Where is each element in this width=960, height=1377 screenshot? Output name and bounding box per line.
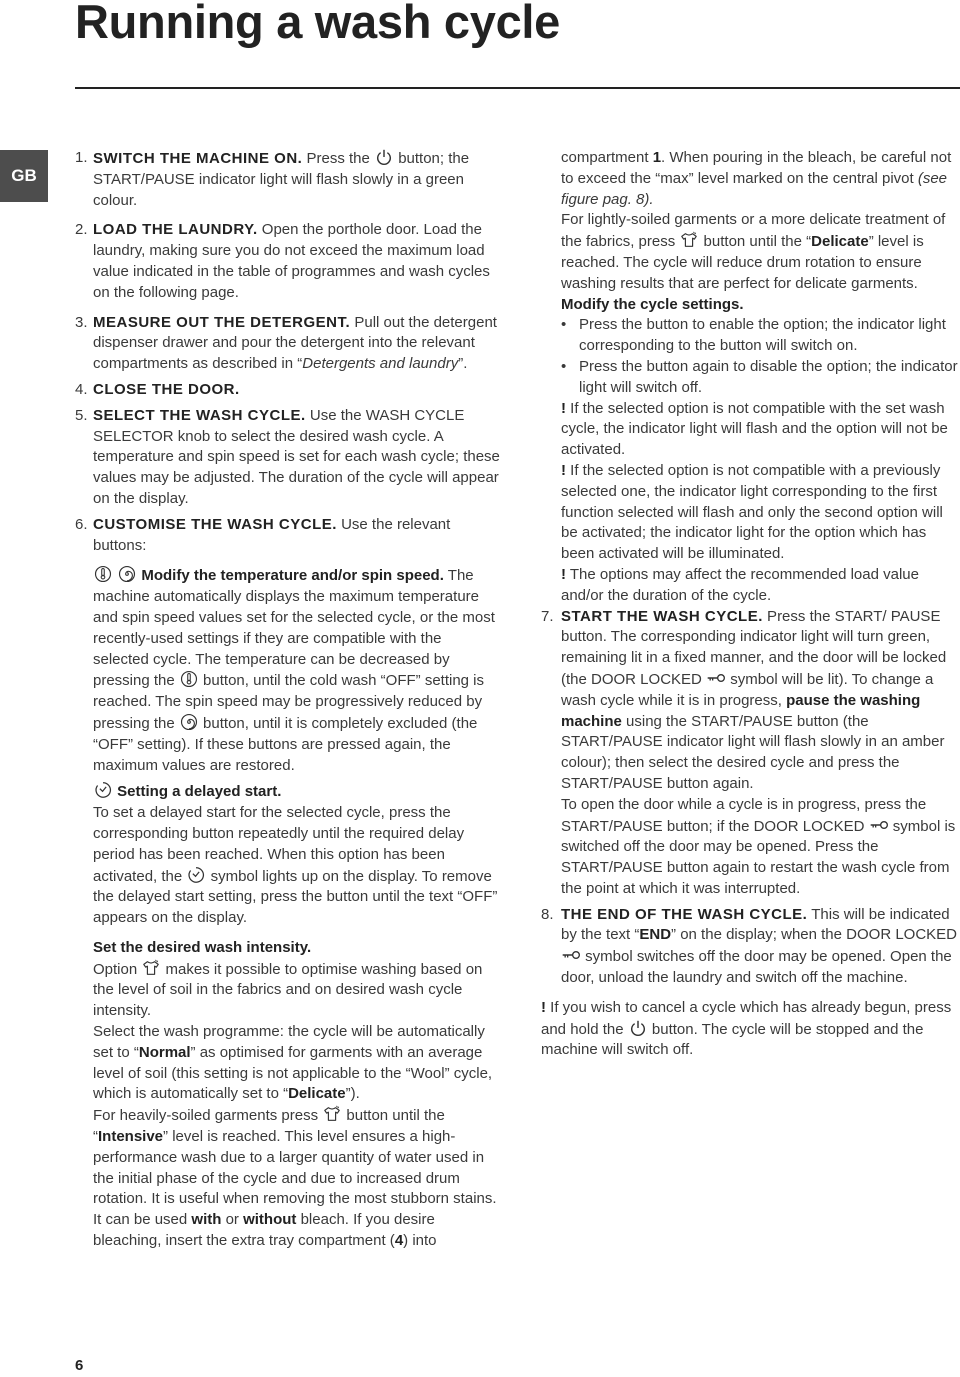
step-text: To open the door while a cycle is in progress, press the START/PAUSE button; if the DOOR LOCKED bbox=[561, 795, 927, 835]
text: . When pouring in the bleach, be careful not to exceed the “max” level marked on the central pivot bbox=[561, 149, 952, 187]
text-bold: Delicate bbox=[288, 1085, 346, 1103]
step-number: 3. bbox=[75, 313, 88, 331]
step-number: 5. bbox=[75, 406, 88, 424]
temperature-spin-section bbox=[75, 565, 500, 776]
text-bold: Delicate bbox=[811, 233, 869, 251]
intensity-paragraph bbox=[93, 959, 500, 1022]
intensity-paragraph bbox=[93, 1105, 500, 1210]
step-customise-cycle bbox=[75, 515, 500, 557]
shirt-icon bbox=[679, 231, 699, 249]
delay-clock-icon bbox=[93, 781, 113, 799]
warning-mark: ! bbox=[561, 565, 566, 583]
spin-icon bbox=[179, 713, 199, 731]
section-text: button, until it is completely excluded (the “OFF” setting). If these buttons are pressed again, the maximum values are restored. bbox=[93, 714, 478, 774]
step-text: This will be indicated by the text “ bbox=[561, 905, 950, 944]
section-text: button, until the cold wash “OFF” setting is reached. The spin speed may be progressively reduced by pressing the bbox=[93, 672, 485, 732]
bullet-text: Press the button again to disable the option; the indicator light will switch off. bbox=[579, 357, 958, 396]
text: ” as optimised for garments with an average level of soil (this setting is not applicable to the “Wool” cycle, which is automatically set to “ bbox=[93, 1043, 493, 1103]
warnings bbox=[541, 399, 960, 607]
paragraph bbox=[561, 148, 960, 210]
text: For lightly-soiled garments or a more delicate treatment of the fabrics, press bbox=[561, 211, 946, 251]
step-heading: MEASURE OUT THE DETERGENT. bbox=[93, 313, 351, 331]
step-number: 1. bbox=[75, 149, 88, 166]
text-italic: (see figure pag. 8). bbox=[561, 169, 948, 208]
text: makes it possible to optimise washing based on the level of soil in the fabrics and on desired wash cycle intensity. bbox=[93, 960, 483, 1020]
cancel-cycle-note bbox=[541, 998, 960, 1061]
thermometer-icon bbox=[179, 670, 199, 688]
step-text: using the START/PAUSE button (the START/PAUSE indicator light will flash slowly in an amber colour); then select the desired cycle and press the START/PAUSE button again. bbox=[561, 712, 945, 792]
power-icon bbox=[628, 1019, 648, 1037]
section-heading: Setting a delayed start. bbox=[113, 783, 282, 801]
text: ) into bbox=[403, 1232, 437, 1250]
key-lock-icon bbox=[869, 816, 889, 834]
text: Select the wash programme: the cycle will be automatically set to “ bbox=[93, 1023, 485, 1061]
page-title: Running a wash cycle bbox=[75, 0, 561, 48]
step-start-cycle bbox=[541, 607, 960, 900]
delay-clock-icon bbox=[186, 866, 206, 884]
text: ” level is reached. This level ensures a high-performance wash due to a larger quantity of water used in the initial phase of the cycle and due to increased drum rotation. It is useful when removing the most stubborn stains. bbox=[93, 1128, 497, 1208]
text: If the selected option is not compatible with a previously selected one, the indicator light corresponding to the first function selected will flash and only the second option will be activated; the indicator light for the option which has been activated will be illuminated. bbox=[561, 461, 943, 563]
text: ”). bbox=[345, 1085, 360, 1103]
warning-paragraph bbox=[561, 461, 960, 565]
section-text bbox=[93, 803, 500, 929]
intensity-paragraph bbox=[93, 1022, 500, 1105]
step-text-bold: pause the washing machine bbox=[561, 691, 921, 730]
step-text: ”. bbox=[458, 355, 468, 373]
delayed-start-section bbox=[75, 781, 500, 929]
text: ” level is reached. The cycle will reduce drum rotation to ensure washing results that are perfect for delicate garments. bbox=[561, 233, 924, 292]
step-text-bold: END bbox=[639, 926, 672, 944]
text-bold: 1 bbox=[652, 149, 662, 166]
text: It can be used bbox=[93, 1211, 192, 1229]
step-text: ” on the display; when the DOOR LOCKED bbox=[671, 926, 958, 944]
wash-intensity-section bbox=[75, 938, 500, 1252]
warning-paragraph bbox=[561, 399, 960, 461]
step-end-cycle bbox=[541, 905, 960, 989]
step-close-door bbox=[75, 380, 500, 401]
step-text: Open the porthole door. Load the laundry, making sure you do not exceed the maximum load value indicated in the table of programmes and wash cycles on the following page. bbox=[93, 221, 490, 301]
text: If the selected option is not compatible with the set wash cycle, the indicator light will flash and the option will not be activated. bbox=[561, 399, 948, 459]
step-heading: SWITCH THE MACHINE ON. bbox=[93, 150, 303, 167]
text: Option bbox=[93, 960, 142, 978]
step-load-laundry bbox=[75, 220, 500, 303]
bullet-dot: • bbox=[561, 357, 567, 375]
warning-paragraph bbox=[561, 565, 960, 607]
step-text: Press the bbox=[302, 150, 375, 167]
step-paragraph bbox=[561, 795, 960, 900]
step-number: 2. bbox=[75, 221, 88, 239]
text: The options may affect the recommended load value and/or the duration of the cycle. bbox=[561, 565, 919, 604]
text: button. The cycle will be stopped and the machine will switch off. bbox=[541, 1020, 924, 1059]
spin-icon bbox=[117, 565, 137, 583]
section-heading: Modify the temperature and/or spin speed. bbox=[137, 567, 444, 585]
section-heading: Set the desired wash intensity. bbox=[93, 938, 312, 956]
step-heading: START THE WASH CYCLE. bbox=[561, 607, 763, 625]
shirt-icon bbox=[322, 1105, 342, 1123]
bullet-item bbox=[541, 315, 960, 357]
step-number: 6. bbox=[75, 515, 88, 533]
text: button until the “ bbox=[699, 233, 812, 251]
step-text: Use the WASH CYCLE SELECTOR knob to select the desired wash cycle. A temperature and spin speed is set for each wash cycle; these values may be adjusted. The duration of the cycle will appear on the display. bbox=[93, 406, 500, 507]
step-text: button; the START/PAUSE indicator light will flash slowly in a green colour. bbox=[93, 150, 470, 209]
warning-mark: ! bbox=[561, 461, 566, 479]
step-text: symbol switches off the door may be opened. Open the door, unload the laundry and switch off the machine. bbox=[561, 948, 952, 987]
title-rule bbox=[75, 87, 960, 89]
step-heading: THE END OF THE WASH CYCLE. bbox=[561, 905, 808, 923]
step-text: Pull out the detergent dispenser drawer and pour the detergent into the relevant compartments as described in “ bbox=[93, 313, 497, 373]
left-column bbox=[75, 148, 500, 1252]
step-heading: LOAD THE LAUNDRY. bbox=[93, 221, 258, 239]
text: or bbox=[221, 1211, 244, 1229]
step-number: 8. bbox=[541, 905, 554, 923]
step-text: Press the START/ PAUSE button. The corresponding indicator light will turn green, remaining lit in a fixed manner, and the door will be locked (the DOOR LOCKED bbox=[561, 607, 947, 688]
warning-mark: ! bbox=[541, 998, 546, 1016]
paragraph bbox=[561, 210, 960, 294]
step-measure-detergent bbox=[75, 313, 500, 375]
step-text-italic: Detergents and laundry bbox=[302, 355, 459, 373]
step-text: symbol is switched off the door may be opened. Press the START/PAUSE button again to restart the wash cycle from the point at which it was interrupted. bbox=[561, 817, 956, 897]
step-heading: CUSTOMISE THE WASH CYCLE. bbox=[93, 515, 337, 533]
step-heading: CLOSE THE DOOR. bbox=[93, 380, 240, 398]
section-text-part: To set a delayed start for the selected cycle, press the corresponding button repeatedly until the required delay period has been reached. When this option has been activated, the bbox=[93, 804, 465, 885]
step-switch-on bbox=[75, 148, 500, 211]
thermometer-icon bbox=[93, 565, 113, 583]
key-lock-icon bbox=[706, 669, 726, 687]
text: button until the “ bbox=[93, 1107, 445, 1146]
right-column bbox=[541, 148, 960, 1061]
text: If you wish to cancel a cycle which has already begun, press and hold the bbox=[541, 998, 952, 1038]
step-number: 4. bbox=[75, 380, 88, 398]
bleach-continuation bbox=[541, 148, 960, 315]
bullet-text: Press the button to enable the option; the indicator light corresponding to the button will switch on. bbox=[579, 316, 946, 355]
intensity-paragraph bbox=[93, 1210, 500, 1252]
language-tab: GB bbox=[0, 150, 48, 202]
step-text: symbol will be lit). To change a wash cycle while it is in progress, bbox=[561, 670, 934, 709]
text-bold: without bbox=[243, 1211, 297, 1229]
text: bleach. If you desire bleaching, insert the extra tray compartment ( bbox=[93, 1211, 435, 1250]
section-heading: Modify the cycle settings. bbox=[561, 295, 744, 313]
page-number: 6 bbox=[75, 1357, 84, 1374]
key-lock-icon bbox=[561, 946, 581, 964]
section-text: The machine automatically displays the maximum temperature and spin speed values set for the selected cycle, or the most recently-used settings if they are compatible with the selected cycle. The temperature can be decreased by pressing the bbox=[93, 567, 495, 690]
step-number: 7. bbox=[541, 607, 554, 625]
text: For heavily-soiled garments press bbox=[93, 1107, 323, 1125]
shirt-icon bbox=[141, 959, 161, 977]
text-bold: Intensive bbox=[98, 1128, 164, 1146]
text-bold: with bbox=[191, 1211, 222, 1229]
step-select-cycle bbox=[75, 406, 500, 510]
text-bold: 4 bbox=[394, 1232, 404, 1250]
power-icon bbox=[374, 148, 394, 166]
bullet-dot: • bbox=[561, 316, 567, 334]
bullet-item bbox=[541, 357, 960, 399]
warning-mark: ! bbox=[561, 399, 566, 417]
step-heading: SELECT THE WASH CYCLE. bbox=[93, 406, 306, 424]
text: compartment bbox=[561, 149, 653, 166]
step-text: Use the relevant buttons: bbox=[93, 515, 451, 554]
text-bold: Normal bbox=[138, 1043, 191, 1061]
section-text-part: symbol lights up on the display. To remove the delayed start setting, press the button until the text “OFF” appears on the display. bbox=[93, 867, 498, 927]
